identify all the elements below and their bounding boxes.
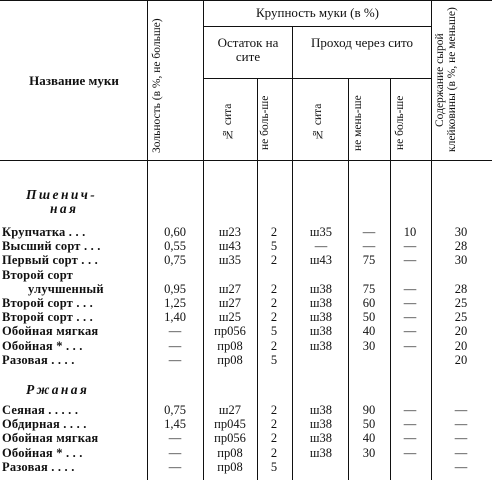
cell-name: Обойная * . . . [2, 338, 83, 353]
cell-sieve1: пр08 [217, 352, 243, 367]
cell-sieve2: ш35 [309, 225, 333, 239]
header-sieve-no-1: № сита [222, 103, 234, 141]
cell-name: Второй сорт . . . [2, 296, 93, 310]
cell-max1: 2 [270, 310, 278, 325]
cell-gluten: 20 [454, 324, 468, 339]
cell-gluten: 25 [454, 310, 468, 325]
cell-name: Разовая . . . . [2, 459, 75, 474]
cell-ash: — [168, 431, 182, 446]
cell-sieve2: ш38 [309, 403, 333, 417]
cell-max1: 5 [270, 352, 278, 367]
cell-max1: 2 [270, 445, 278, 460]
header-pass: Проход через сито [311, 35, 413, 50]
cell-max1: 5 [270, 324, 278, 339]
cell-sieve1: пр045 [214, 417, 246, 432]
header-residue: Остаток на сите [217, 35, 279, 64]
cell-max2: 10 [403, 225, 417, 239]
cell-max2: — [403, 281, 417, 296]
cell-max2: — [403, 403, 417, 417]
header-name-column: Название муки [29, 73, 119, 88]
rule-coarseness-under [203, 26, 431, 27]
cell-sieve1: пр056 [214, 324, 246, 339]
cell-min2: 30 [362, 445, 376, 460]
cell-gluten: 20 [454, 352, 468, 367]
cell-sieve2: ш38 [309, 417, 333, 432]
cell-max2: — [403, 417, 417, 432]
cell-sieve2: ш38 [309, 445, 333, 460]
vline-2 [203, 0, 204, 480]
cell-min2: — [362, 225, 376, 239]
cell-sieve2: ш38 [309, 338, 333, 353]
cell-name: Обойная мягкая [2, 431, 99, 446]
cell-name: Первый сорт . . . [2, 253, 98, 268]
cell-sieve1: ш25 [218, 310, 242, 325]
cell-ash: — [168, 338, 182, 353]
cell-name: Высший сорт . . . [2, 239, 101, 254]
cell-min2: — [362, 239, 376, 254]
cell-sieve2: ш43 [309, 253, 333, 268]
vline-3 [257, 78, 258, 480]
cell-gluten: 30 [454, 253, 468, 268]
cell-sieve1: пр08 [217, 459, 243, 474]
cell-sieve1: ш27 [218, 296, 242, 310]
header-max-1: не боль-ше [259, 95, 271, 151]
vline-6 [390, 78, 391, 480]
cell-gluten: — [454, 403, 468, 417]
cell-min2: 50 [362, 417, 376, 432]
cell-max2: — [403, 445, 417, 460]
vline-4 [292, 26, 293, 480]
cell-max1: 5 [270, 239, 278, 254]
cell-max1: 2 [270, 296, 278, 310]
cell-max1: 5 [270, 459, 278, 474]
section-rye: Ржаная [26, 382, 90, 397]
cell-ash: 1,25 [164, 296, 186, 310]
cell-max1: 2 [270, 338, 278, 353]
cell-max1: 2 [270, 225, 278, 239]
cell-name: Сеяная . . . . . [2, 403, 79, 417]
cell-min2: 75 [362, 281, 376, 296]
cell-gluten: — [454, 459, 468, 474]
cell-max2: — [403, 431, 417, 446]
cell-ash: — [168, 445, 182, 460]
cell-gluten: 25 [454, 296, 468, 310]
header-coarseness: Крупность муки (в %) [256, 5, 379, 20]
cell-max2: — [403, 296, 417, 310]
cell-gluten: — [454, 431, 468, 446]
cell-gluten: — [454, 417, 468, 432]
header-max-2: не боль-ше [394, 95, 406, 151]
cell-max2: — [403, 338, 417, 353]
cell-sieve1: пр08 [217, 338, 243, 353]
cell-name: Разовая . . . . [2, 352, 75, 367]
cell-max2: — [403, 239, 417, 254]
cell-sieve2: ш38 [309, 324, 333, 339]
cell-sieve1: ш43 [218, 239, 242, 254]
cell-min2: 75 [362, 253, 376, 268]
cell-min2: 30 [362, 338, 376, 353]
cell-sieve1: ш35 [218, 253, 242, 268]
header-min-2: не мень-ше [352, 95, 364, 151]
cell-ash: 0,75 [164, 253, 186, 268]
cell-ash: 0,75 [164, 403, 186, 417]
cell-gluten: 20 [454, 338, 468, 353]
vline-5 [348, 78, 349, 480]
cell-name: Обойная * . . . [2, 445, 83, 460]
cell-name: Второй сорт [2, 267, 74, 282]
cell-gluten: 28 [454, 239, 468, 254]
rule-subgroup-under [203, 78, 431, 79]
cell-max1: 2 [270, 403, 278, 417]
cell-gluten: — [454, 445, 468, 460]
header-sieve-no-2: № сита [312, 103, 324, 141]
cell-name: Второй сорт . . . [2, 310, 93, 325]
cell-max1: 2 [270, 417, 278, 432]
rule-top [0, 0, 492, 1]
cell-ash: 1,45 [164, 417, 186, 432]
cell-max2: — [403, 324, 417, 339]
cell-max1: 2 [270, 281, 278, 296]
cell-name: Обдирная . . . . [2, 417, 87, 432]
cell-sieve2: ш38 [309, 296, 333, 310]
header-ash-column: Зольность (в %, не больше) [151, 18, 163, 154]
cell-sieve1: пр056 [214, 431, 246, 446]
vline-7 [431, 0, 432, 480]
cell-sieve2: ш38 [309, 310, 333, 325]
cell-ash: 1,40 [164, 310, 186, 325]
cell-sieve1: ш27 [218, 281, 242, 296]
cell-min2: 60 [362, 296, 376, 310]
cell-ash: — [168, 324, 182, 339]
cell-ash: — [168, 459, 182, 474]
cell-ash: 0,60 [164, 225, 186, 239]
cell-sieve2: ш38 [309, 431, 333, 446]
cell-sieve1: ш27 [218, 403, 242, 417]
cell-sieve1: пр08 [217, 445, 243, 460]
cell-min2: 90 [362, 403, 376, 417]
cell-min2: 40 [362, 431, 376, 446]
cell-ash: 0,95 [164, 281, 186, 296]
vline-1 [147, 0, 148, 480]
header-gluten-column: Содержание сырой клейковины (в %, не меньше) [434, 7, 458, 153]
section-wheat-line2: ная [50, 201, 79, 216]
cell-gluten: 28 [454, 281, 468, 296]
cell-max2: — [403, 253, 417, 268]
cell-max1: 2 [270, 431, 278, 446]
cell-sieve1: ш23 [218, 225, 242, 239]
rule-header-bottom [0, 160, 492, 161]
cell-name: улучшенный [28, 281, 104, 296]
cell-ash: 0,55 [164, 239, 186, 254]
cell-sieve2: ш38 [309, 281, 333, 296]
cell-min2: 40 [362, 324, 376, 339]
cell-sieve2: — [314, 239, 328, 254]
cell-max1: 2 [270, 253, 278, 268]
cell-min2: 50 [362, 310, 376, 325]
cell-name: Обойная мягкая [2, 324, 99, 339]
section-wheat-line1: Пшенич- [26, 187, 98, 202]
cell-max2: — [403, 310, 417, 325]
cell-name: Крупчатка . . . [2, 225, 86, 239]
cell-gluten: 30 [454, 225, 468, 239]
cell-ash: — [168, 352, 182, 367]
